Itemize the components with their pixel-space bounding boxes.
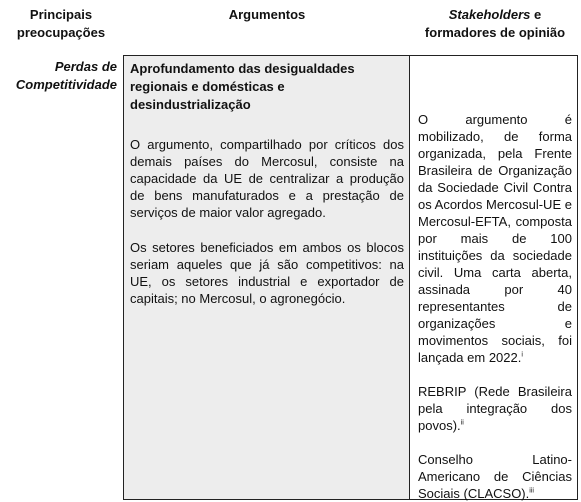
header-principais-preocupacoes: Principais preocupações [16,7,106,40]
footnote-marker: iii [529,487,534,495]
header-stakeholders-rest: e formadores de opinião [424,7,566,40]
header-stakeholders-italic: Stakeholders [448,7,531,22]
stakeholder-entry [418,111,572,366]
header-argumentos: Argumentos [228,7,306,22]
row-label-perdas-de-competitividade: Perdas de Competitividade [15,59,117,92]
argument-paragraph: Os setores beneficiados em ambos os blocos seriam aqueles que já são competitivos: na UE, os setores industrial e exportador de capitais; no Mercosul, o agronegócio. [130,240,404,306]
footnote-marker: i [521,351,523,359]
header-stakeholders [412,6,578,42]
stakeholders-cell [409,55,578,500]
footnote-marker: ii [460,419,464,427]
argument-paragraph: O argumento, compartilhado por críticos dos demais países do Mercosul, consiste na capacidade da UE de centralizar a produção de bens manufaturados e a prestação de serviços de maior valor agregado. [130,137,404,220]
argument-cell [123,55,410,500]
stakeholder-text: Conselho Latino-Americano de Ciências Sociais (CLACSO). [418,452,572,501]
stakeholder-entry [418,451,572,502]
stakeholder-text: O argumento é mobilizado, de forma organizada, pela Frente Brasileira de Organização da Sociedade Civil Contra os Acordos Mercosul-UE e Mercosul-EFTA, composta por mais de 100 instituições da sociedade civil. Uma carta aberta, assinada por 40 representantes de organizações e movimentos sociais, foi lançada em 2022. [418,112,572,365]
stakeholder-text: REBRIP (Rede Brasileira pela integração dos povos). [418,384,572,433]
stakeholder-entry [418,383,572,434]
argument-title: Aprofundamento das desigualdades regionais e domésticas e desindustrialização [130,61,355,112]
